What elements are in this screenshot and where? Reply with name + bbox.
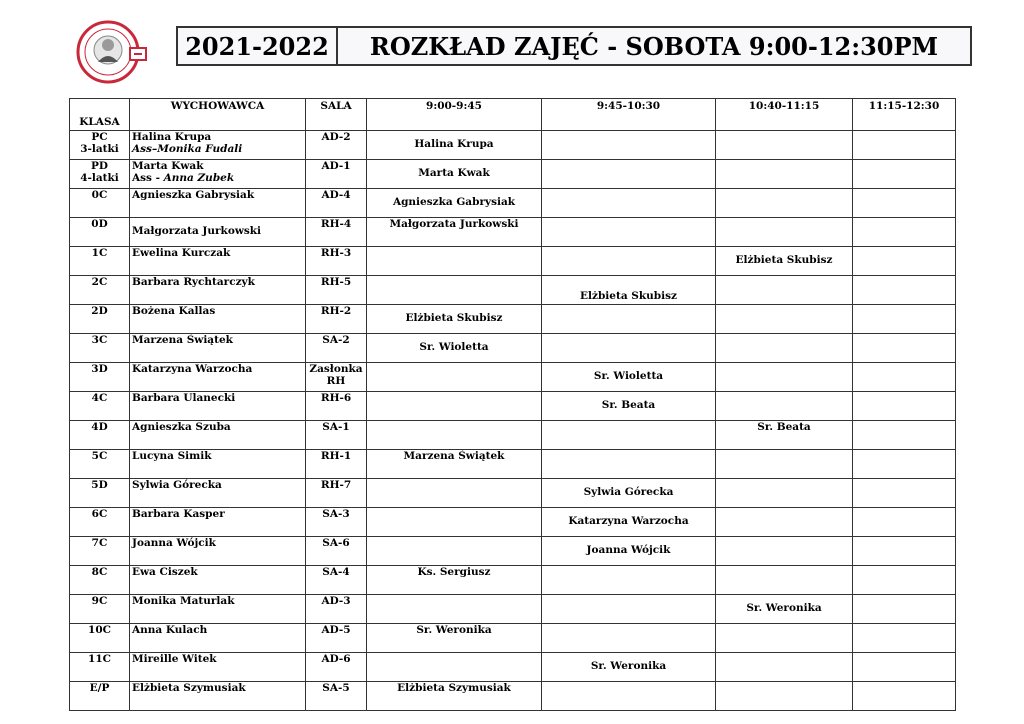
slot-cell [853,305,956,334]
slot-cell [542,421,716,450]
slot-teacher: Elżbieta Skubisz [405,312,503,324]
slot-cell [542,595,716,624]
assistant-name: Ass–Monika Fudali [132,143,243,155]
slot-cell: Ks. Sergiusz [367,566,542,595]
room-cell: RH-4 [306,218,367,247]
table-row [70,566,956,595]
room-cell: SA-3 [306,508,367,537]
slot-teacher: Marta Kwak [418,167,490,179]
table-row [70,363,956,392]
room-cell: RH-2 [306,305,367,334]
slot-teacher: Joanna Wójcik [586,544,671,556]
slot-cell [542,682,716,711]
slot-cell [716,392,853,421]
class-cell: 11C [70,653,130,682]
room-cell: AD-5 [306,624,367,653]
slot-cell [716,305,853,334]
table-header-row [70,99,956,131]
teacher-cell: Bożena Kallas [130,305,306,334]
slot-cell [542,247,716,276]
room-cell: SA-6 [306,537,367,566]
slot-cell [716,247,853,276]
slot-cell [542,653,716,682]
class-cell [70,131,130,160]
room-cell: SA-2 [306,334,367,363]
school-year: 2021-2022 [178,28,338,64]
teacher-cell: Agnieszka Szuba [130,421,306,450]
slot-cell [853,653,956,682]
room-cell: AD-3 [306,595,367,624]
teacher-cell: Ewelina Kurczak [130,247,306,276]
slot-cell [542,363,716,392]
teacher-cell: Ewa Ciszek [130,566,306,595]
assistant-name: Anna Zubek [163,172,235,184]
col-header-teacher: WYCHOWAWCA [130,99,306,131]
slot-teacher: Elżbieta Skubisz [735,254,833,266]
class-age-group: 3-latki [80,143,119,155]
slot-teacher: Halina Krupa [414,138,494,150]
slot-teacher: Sr. Wioletta [593,370,664,382]
room-cell [306,363,367,392]
slot-cell [853,624,956,653]
slot-cell [716,334,853,363]
slot-cell [542,189,716,218]
slot-cell [853,363,956,392]
table-row [70,450,956,479]
class-cell: 1C [70,247,130,276]
slot-cell [367,595,542,624]
table-row [70,595,956,624]
slot-cell: Sr. Weronika [367,624,542,653]
room-cell: SA-5 [306,682,367,711]
slot-cell [367,247,542,276]
slot-cell [853,566,956,595]
slot-cell [542,450,716,479]
table-row [70,682,956,711]
slot-teacher: Agnieszka Gabrysiak [392,196,516,208]
slot-cell [716,276,853,305]
slot-cell [853,160,956,189]
teacher-cell: Marzena Świątek [130,334,306,363]
col-header-slot-1: 9:00-9:45 [367,99,542,131]
table-row [70,334,956,363]
slot-cell [716,160,853,189]
class-cell [70,160,130,189]
slot-teacher: Sr. Wioletta [419,341,489,353]
table-row [70,305,956,334]
class-cell: 4C [70,392,130,421]
table-row [70,218,956,247]
slot-cell [716,363,853,392]
teacher-cell: Katarzyna Warzocha [130,363,306,392]
class-cell: 2D [70,305,130,334]
table-row [70,508,956,537]
table-row [70,131,956,160]
slot-teacher: Sr. Beata [601,399,656,411]
class-code: PD [90,160,108,172]
teacher-cell: Barbara Ulanecki [130,392,306,421]
slot-cell [367,392,542,421]
class-cell: 6C [70,508,130,537]
slot-cell [716,479,853,508]
room-name: Zasłonka [309,363,363,375]
teacher-cell [130,160,306,189]
slot-cell [542,508,716,537]
class-cell: 0C [70,189,130,218]
room-cell: RH-3 [306,247,367,276]
class-cell: 9C [70,595,130,624]
table-row [70,160,956,189]
slot-teacher: Elżbieta Skubisz [580,290,677,302]
slot-cell [853,682,956,711]
table-row [70,624,956,653]
room-cell: SA-1 [306,421,367,450]
slot-cell [716,508,853,537]
assistant-line [132,172,303,184]
teacher-name: Marta Kwak [132,160,204,172]
room-cell: AD-1 [306,160,367,189]
teacher-name: Halina Krupa [132,131,212,143]
slot-cell [367,334,542,363]
slot-cell [853,247,956,276]
slot-cell [542,566,716,595]
table-row [70,421,956,450]
table-row [70,653,956,682]
slot-cell [853,421,956,450]
col-header-slot-4: 11:15-12:30 [853,99,956,131]
slot-cell [367,189,542,218]
class-cell: 5D [70,479,130,508]
class-cell: 2C [70,276,130,305]
slot-cell [853,537,956,566]
schedule-table [69,98,956,711]
slot-cell [367,421,542,450]
slot-teacher: Sr. Weronika [590,660,667,672]
table-row [70,392,956,421]
col-header-slot-2: 9:45-10:30 [542,99,716,131]
class-code: PC [91,131,108,143]
class-cell: 0D [70,218,130,247]
slot-cell [853,392,956,421]
slot-cell [367,160,542,189]
school-logo [70,20,150,84]
slot-cell [716,682,853,711]
room-cell: SA-4 [306,566,367,595]
slot-cell [367,131,542,160]
title-box [176,26,972,66]
room-name-line2: RH [326,375,346,387]
slot-cell [542,392,716,421]
slot-cell [853,450,956,479]
slot-cell [716,595,853,624]
slot-cell [716,566,853,595]
teacher-cell: Monika Maturlak [130,595,306,624]
room-cell: AD-6 [306,653,367,682]
class-cell: 8C [70,566,130,595]
slot-cell: Marzena Świątek [367,450,542,479]
slot-cell [716,450,853,479]
class-cell: 4D [70,421,130,450]
class-cell: 5C [70,450,130,479]
class-cell: E/P [70,682,130,711]
teacher-name: Małgorzata Jurkowski [132,225,262,237]
class-cell: 3C [70,334,130,363]
slot-cell [542,305,716,334]
slot-cell [716,537,853,566]
slot-cell [853,508,956,537]
slot-cell [853,131,956,160]
col-header-klasa: KLASA [70,99,130,131]
assistant-prefix: Ass - [132,172,164,184]
room-cell: AD-2 [306,131,367,160]
slot-cell [367,479,542,508]
teacher-cell: Barbara Kasper [130,508,306,537]
slot-cell: Elżbieta Szymusiak [367,682,542,711]
teacher-cell: Agnieszka Gabrysiak [130,189,306,218]
room-cell: RH-5 [306,276,367,305]
teacher-cell: Barbara Rychtarczyk [130,276,306,305]
room-cell: RH-1 [306,450,367,479]
slot-cell [716,653,853,682]
slot-cell [542,479,716,508]
slot-cell [367,537,542,566]
table-row [70,247,956,276]
room-cell: AD-4 [306,189,367,218]
slot-cell [853,334,956,363]
slot-cell [542,218,716,247]
teacher-cell: Sylwia Górecka [130,479,306,508]
slot-cell [853,189,956,218]
slot-cell [716,218,853,247]
teacher-cell: Joanna Wójcik [130,537,306,566]
slot-cell: Małgorzata Jurkowski [367,218,542,247]
class-cell: 7C [70,537,130,566]
slot-cell [853,479,956,508]
room-cell: RH-6 [306,392,367,421]
slot-cell [542,624,716,653]
slot-cell [853,595,956,624]
room-cell: RH-7 [306,479,367,508]
slot-cell: Sr. Beata [716,421,853,450]
teacher-cell: Elżbieta Szymusiak [130,682,306,711]
slot-cell [716,131,853,160]
teacher-cell: Anna Kulach [130,624,306,653]
slot-cell [853,218,956,247]
class-cell: 3D [70,363,130,392]
slot-cell [853,276,956,305]
table-row [70,537,956,566]
slot-cell [542,160,716,189]
slot-cell [367,363,542,392]
class-cell: 10C [70,624,130,653]
col-header-sala: SALA [306,99,367,131]
table-row [70,276,956,305]
slot-cell [542,131,716,160]
slot-teacher: Katarzyna Warzocha [568,515,689,527]
teacher-cell [130,131,306,160]
slot-cell [542,334,716,363]
slot-cell [716,189,853,218]
teacher-cell: Lucyna Simik [130,450,306,479]
teacher-cell: Mireille Witek [130,653,306,682]
slot-cell [716,624,853,653]
schedule-title: ROZKŁAD ZAJĘĆ - SOBOTA 9:00-12:30PM [369,31,939,61]
slot-cell [367,508,542,537]
class-age-group: 4-latki [80,172,119,184]
slot-teacher: Sr. Weronika [746,602,822,614]
col-header-slot-3: 10:40-11:15 [716,99,853,131]
slot-cell [542,276,716,305]
slot-cell [367,305,542,334]
slot-cell [367,653,542,682]
slot-teacher: Sylwia Górecka [583,486,674,498]
table-row [70,189,956,218]
table-row [70,479,956,508]
teacher-cell [130,218,306,247]
slot-cell [367,276,542,305]
slot-cell [542,537,716,566]
